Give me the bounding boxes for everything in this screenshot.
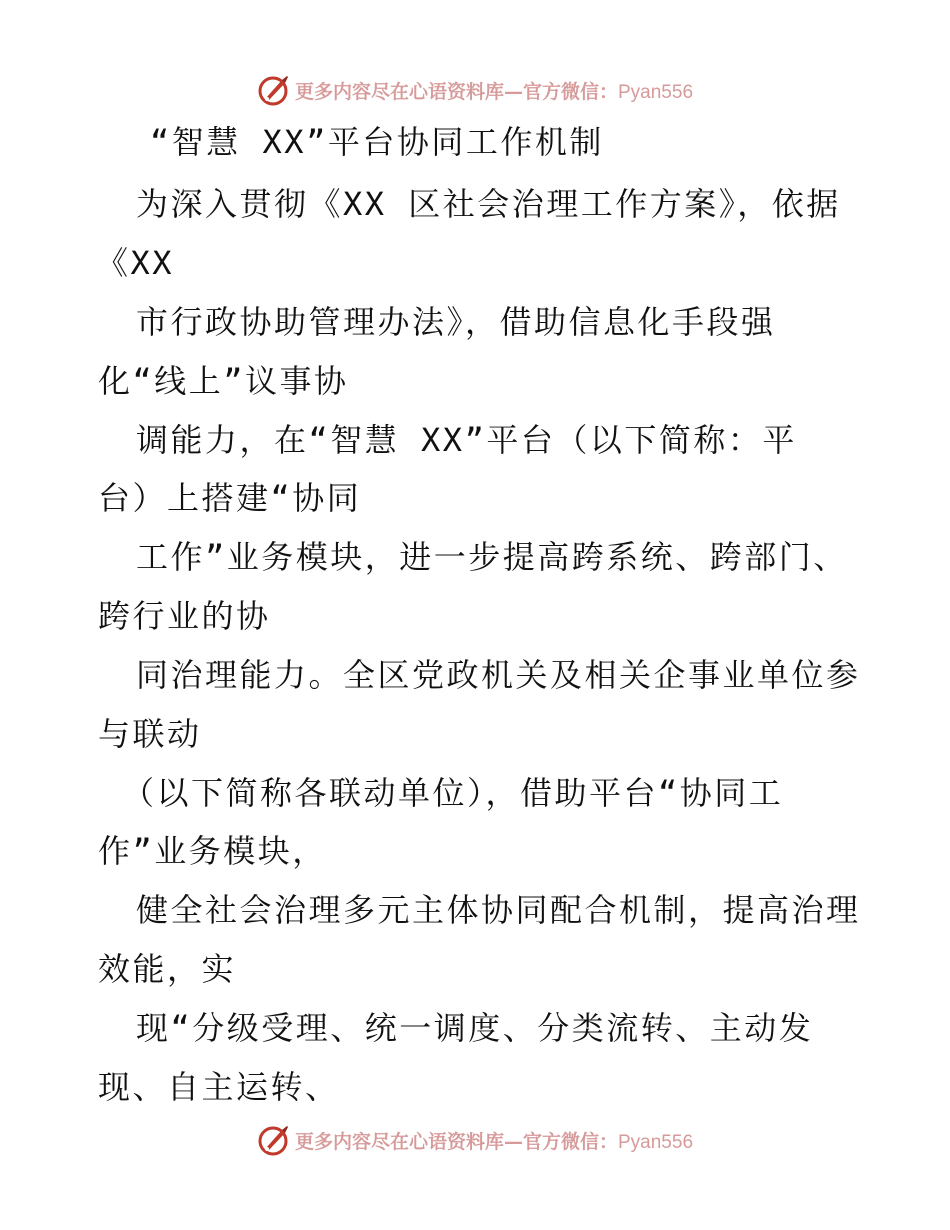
paragraph-line: 化“线上”议事协: [98, 362, 349, 400]
watermark-text: 更多内容尽在心语资料库—官方微信：Pyan556: [294, 1130, 694, 1153]
footer-watermark: [0, 1120, 950, 1160]
paragraph-line: 健全社会治理多元主体协同配合机制，提高治理: [136, 891, 861, 929]
document-title: “智慧 XX”平台协同工作机制: [150, 123, 604, 161]
paragraph-line: （以下简称各联动单位），借助平台“协同工: [122, 774, 784, 812]
quill-pen-logo-icon: [257, 1123, 291, 1157]
paragraph-line: 现、自主运转、: [98, 1068, 340, 1106]
paragraph-line: 现“分级受理、统一调度、分类流转、主动发: [136, 1009, 814, 1047]
header-watermark: [0, 70, 950, 110]
paragraph-line: 调能力，在“智慧 XX”平台（以下简称：平: [136, 421, 797, 459]
paragraph-line: 作”业务模块，: [98, 832, 327, 870]
paragraph-line: 跨行业的协: [98, 597, 271, 635]
paragraph-line: 与联动: [98, 715, 202, 753]
paragraph-line: 《XX: [96, 244, 175, 282]
paragraph-line: 工作”业务模块，进一步提高跨系统、跨部门、: [136, 538, 848, 576]
paragraph-line: 台）上搭建“协同: [98, 479, 362, 517]
paragraph-line: 为深入贯彻《XX 区社会治理工作方案》，依据: [136, 185, 841, 223]
paragraph-line: 同治理能力。全区党政机关及相关企事业单位参: [136, 656, 861, 694]
paragraph-line: 市行政协助管理办法》，借助信息化手段强: [136, 303, 776, 341]
paragraph-line: 效能，实: [98, 950, 237, 988]
quill-pen-logo-icon: [257, 73, 291, 107]
watermark-text: 更多内容尽在心语资料库—官方微信：Pyan556: [294, 80, 694, 103]
